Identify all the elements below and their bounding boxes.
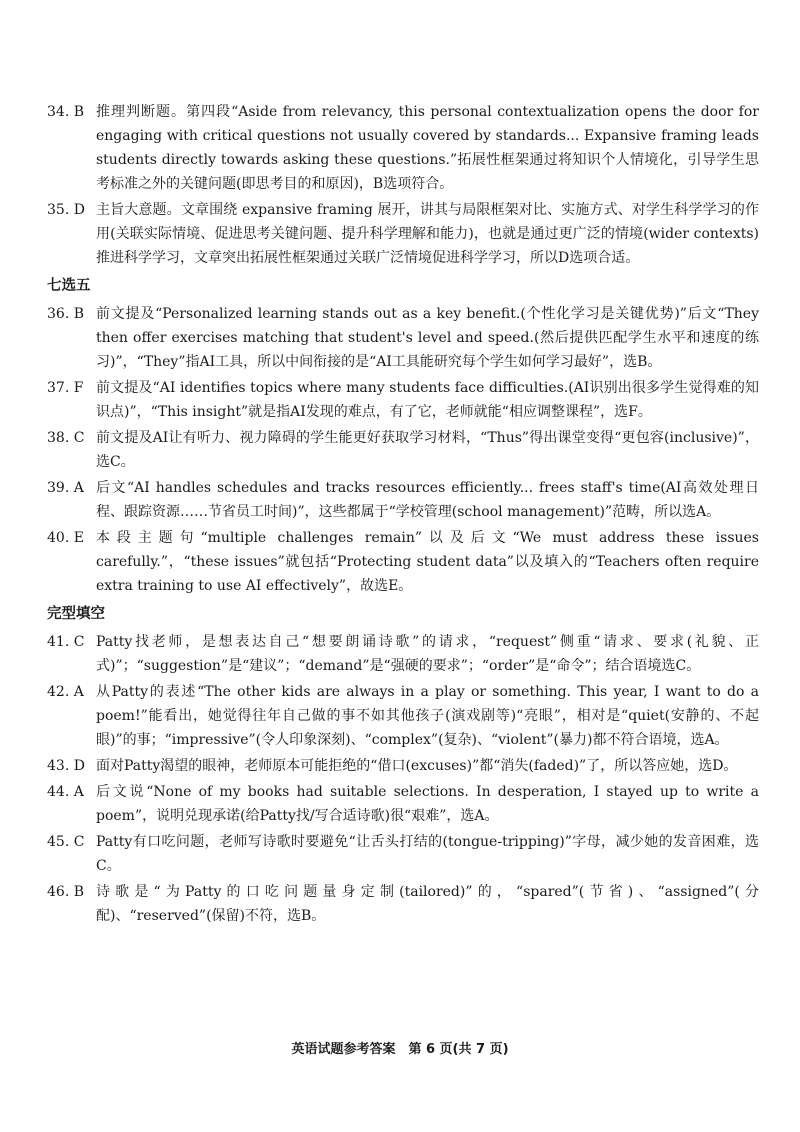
answer-explanation: 后文“AI handles schedules and tracks resources efficiently... frees staff's time(AI高效处理日程、跟踪资源……节省员工时间)”，这些都属于“学校管理(school management)”范畴，所以选A。: [96, 480, 759, 520]
answer-explanation: 前文提及AI让有听力、视力障碍的学生能更好获取学习材料，“Thus”得出课堂变得“更包容(inclusive)”，选C。: [96, 430, 759, 470]
page-content: [47, 100, 759, 930]
answer-item-34: [47, 100, 759, 196]
answer-explanation: 前文提及“Personalized learning stands out as a key benefit.(个性化学习是关键优势)”后文“They then offer exercises matching that student's level and speed.(然后提供匹配学生水平和速度的练习)”，“They”指AI工具，所以中间衔接的是“AI工具能研究每个学生如何学习最好”，选B。: [96, 306, 759, 370]
answer-explanation: 主旨大意题。文章围绕 expansive framing 展开，讲其与局限框架对比、实施方式、对学生科学学习的作用(关联实际情境、促进思考关键问题、提升科学理解和能力)，也就是通过更广泛的情境(wider contexts)推进科学学习，文章突出拓展性框架通过关联广泛情境促进科学学习，所以D选项合适。: [96, 202, 759, 266]
question-number: 39. A: [47, 480, 84, 496]
answer-item-37: [47, 376, 759, 424]
answer-explanation: 诗歌是“为Patty的口吃问题量身定制(tailored)”的，“spared”(节省)、“assigned”(分配)、“reserved”(保留)不符，选B。: [96, 884, 759, 924]
question-number: 45. C: [47, 834, 85, 850]
answer-item-39: [47, 476, 759, 524]
question-number: 38. C: [47, 430, 85, 446]
question-number: 37. F: [47, 380, 84, 396]
answer-item-36: [47, 302, 759, 374]
answer-explanation: Patty有口吃问题，老师写诗歌时要避免“让舌头打结的(tongue-tripping)”字母，减少她的发音困难，选C。: [96, 834, 759, 874]
question-number: 36. B: [47, 306, 85, 322]
answer-item-38: [47, 426, 759, 474]
question-number: 40. E: [47, 530, 84, 546]
answer-item-44: [47, 780, 759, 828]
answer-item-40: [47, 526, 759, 598]
question-number: 41. C: [47, 634, 85, 650]
answer-item-35: [47, 198, 759, 270]
answer-explanation: 前文提及“AI identifies topics where many students face difficulties.(AI识别出很多学生觉得难的知识点)”，“This insight”就是指AI发现的难点，有了它，老师就能“相应调整课程”，选F。: [96, 380, 759, 420]
section-heading-cloze: 完型填空: [47, 606, 105, 622]
answer-item-45: [47, 830, 759, 878]
page-footer: 英语试题参考答案 第 6 页(共 7 页): [291, 1042, 509, 1057]
question-number: 35. D: [47, 202, 85, 218]
question-number: 42. A: [47, 684, 84, 700]
section-heading-seven-choose-five: 七选五: [47, 278, 91, 294]
answer-explanation: Patty找老师，是想表达自己“想要朗诵诗歌”的请求，“request”侧重“请求、要求(礼貌、正式)”；“suggestion”是“建议”；“demand”是“强硬的要求”；“order”是“命令”；结合语境选C。: [96, 634, 759, 674]
answer-item-42: [47, 680, 759, 752]
answer-explanation: 后文说“None of my books had suitable selections. In desperation, I stayed up to write a poem”，说明兑现承诺(给Patty找/写合适诗歌)很“艰难”，选A。: [96, 784, 759, 824]
question-number: 46. B: [47, 884, 85, 900]
question-number: 43. D: [47, 758, 85, 774]
answer-explanation: 从Patty的表述“The other kids are always in a play or something. This year, I want to do a poem!”能看出，她觉得往年自己做的事不如其他孩子(演戏剧等)“亮眼”，相对是“quiet(安静的、不起眼)”的事；“impressive”(令人印象深刻)、“complex”(复杂)、“violent”(暴力)都不符合语境，选A。: [96, 684, 759, 748]
answer-item-46: [47, 880, 759, 928]
answer-explanation: 面对Patty渴望的眼神，老师原本可能拒绝的“借口(excuses)”都“消失(faded)”了，所以答应她，选D。: [96, 758, 738, 774]
answer-item-41: [47, 630, 759, 678]
question-number: 34. B: [47, 104, 85, 120]
question-number: 44. A: [47, 784, 84, 800]
answer-explanation: 本段主题句“multiple challenges remain”以及后文“We must address these issues carefully.”，“these issues”就包括“Protecting student data”以及填入的“Teachers often require extra training to use AI effectively”，故选E。: [96, 530, 759, 594]
answer-item-43: [47, 754, 759, 778]
answer-explanation: 推理判断题。第四段“Aside from relevancy, this personal contextualization opens the door for engaging with critical questions not usually covered by standards... Expansive framing leads students directly towards asking these questions.”拓展性框架通过将知识个人情境化，引导学生思考标准之外的关键问题(即思考目的和原因)，B选项符合。: [96, 104, 759, 192]
